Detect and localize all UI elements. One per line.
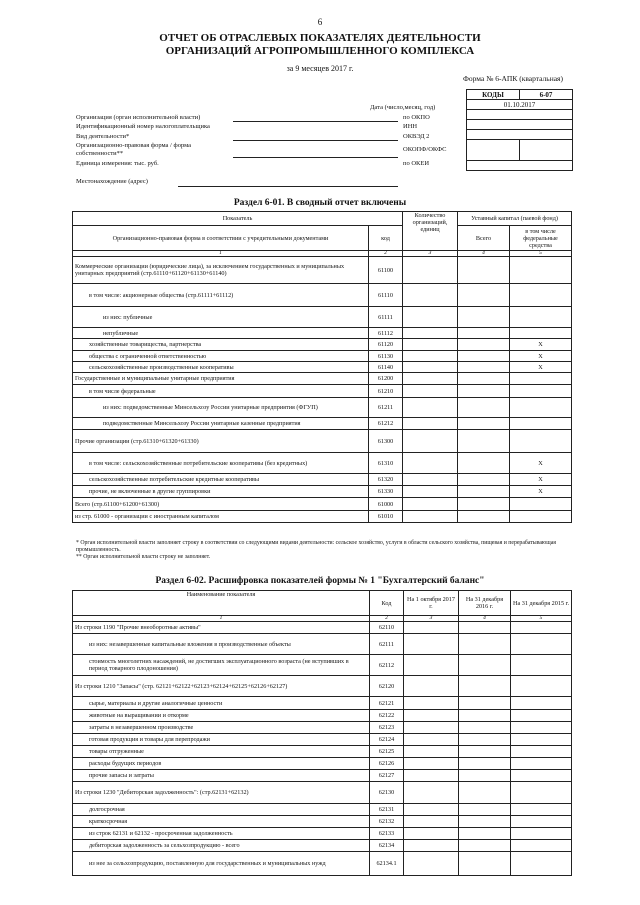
value-cell[interactable] bbox=[404, 770, 459, 782]
header-indicator: Показатель bbox=[73, 212, 403, 226]
value-cell[interactable] bbox=[403, 398, 458, 418]
value-cell[interactable] bbox=[403, 257, 458, 284]
row-code: 61211 bbox=[369, 398, 403, 418]
value-cell[interactable] bbox=[458, 351, 510, 362]
value-cell[interactable] bbox=[404, 840, 459, 852]
row-label: готовая продукция и товары для перепродажи bbox=[73, 734, 370, 746]
value-cell[interactable] bbox=[511, 804, 572, 816]
unit-label: Единица измерения: тыс. руб. bbox=[76, 160, 159, 167]
col-num: 1 bbox=[73, 251, 369, 257]
row-label: сырье, материалы и другие аналогичные ценности bbox=[73, 697, 370, 710]
row-code: 62125 bbox=[370, 746, 404, 758]
row-label: из стр. 61000 - организации с иностранным капиталом bbox=[73, 511, 369, 523]
table-row bbox=[73, 511, 572, 523]
col-num: 1 bbox=[73, 616, 370, 622]
table-row bbox=[73, 373, 572, 385]
okei-label: по ОКЕИ bbox=[403, 160, 430, 167]
table-row bbox=[73, 634, 572, 655]
row-code: 61212 bbox=[369, 418, 403, 430]
table-row bbox=[73, 697, 572, 710]
table-row bbox=[73, 676, 572, 697]
row-code: 61110 bbox=[369, 284, 403, 307]
opf-field[interactable] bbox=[233, 157, 398, 158]
codes-inn-cell bbox=[467, 120, 573, 130]
value-cell[interactable] bbox=[459, 782, 511, 804]
row-code: 61100 bbox=[369, 257, 403, 284]
federal-cell[interactable] bbox=[510, 498, 572, 511]
codes-value: 6-07 bbox=[520, 90, 573, 100]
footnote-1: * Орган исполнительной власти заполняет строку в соответствии со следующими видами деятельности: сельское хозяйство, услуги в области сельского хозяйства, пищевая и перерабатывающая промышленность. bbox=[76, 540, 556, 553]
value-cell[interactable] bbox=[458, 339, 510, 351]
section-601-footnotes bbox=[76, 540, 576, 561]
codes-okved-cell bbox=[467, 130, 573, 140]
footnote-2: ** Орган исполнительной власти строку не заполняет. bbox=[76, 554, 211, 560]
value-cell[interactable] bbox=[459, 710, 511, 722]
federal-cell[interactable] bbox=[510, 284, 572, 307]
value-cell[interactable] bbox=[511, 710, 572, 722]
value-cell[interactable] bbox=[511, 622, 572, 634]
row-code: 61120 bbox=[369, 339, 403, 351]
table-row bbox=[73, 758, 572, 770]
value-cell[interactable] bbox=[458, 385, 510, 398]
codes-date: 01.10.2017 bbox=[467, 100, 573, 110]
row-code: 62131 bbox=[370, 804, 404, 816]
header-quantity bbox=[403, 212, 458, 251]
col-num: 4 bbox=[458, 251, 510, 257]
row-code: 62132 bbox=[370, 816, 404, 828]
value-cell[interactable] bbox=[459, 676, 511, 697]
federal-cell[interactable]: X bbox=[510, 351, 572, 362]
federal-cell[interactable] bbox=[510, 385, 572, 398]
row-label: из них: незавершенные капитальные вложения в производственные объекты bbox=[73, 634, 370, 655]
table-row bbox=[73, 385, 572, 398]
table-row bbox=[73, 307, 572, 328]
table-row bbox=[73, 782, 572, 804]
table-row bbox=[73, 852, 572, 876]
value-cell[interactable] bbox=[403, 511, 458, 523]
col-num: 5 bbox=[511, 616, 572, 622]
okved-label: ОКВЭД 2 bbox=[403, 133, 430, 140]
header-capital: Уставный капитал (паевой фонд) bbox=[458, 212, 572, 226]
value-cell[interactable] bbox=[403, 474, 458, 486]
row-label: прочие запасы и затраты bbox=[73, 770, 370, 782]
value-cell[interactable] bbox=[458, 430, 510, 453]
header-dec-2015: На 31 декабря 2015 г. bbox=[511, 591, 572, 616]
row-code: 62120 bbox=[370, 676, 404, 697]
row-label: Из строки 1190 "Прочие внеоборотные активы" bbox=[73, 622, 370, 634]
value-cell[interactable] bbox=[458, 284, 510, 307]
table-row bbox=[73, 486, 572, 498]
table-row bbox=[73, 816, 572, 828]
value-cell[interactable] bbox=[403, 351, 458, 362]
value-cell[interactable] bbox=[403, 430, 458, 453]
value-cell[interactable] bbox=[404, 804, 459, 816]
codes-box bbox=[466, 89, 573, 171]
section-602-title: Раздел 6-02. Расшифровка показателей формы № 1 "Бухгалтерский баланс" bbox=[155, 576, 485, 586]
title-line-1: ОТЧЕТ ОБ ОТРАСЛЕВЫХ ПОКАЗАТЕЛЯХ ДЕЯТЕЛЬНОСТИ bbox=[159, 32, 481, 44]
row-code: 62126 bbox=[370, 758, 404, 770]
value-cell[interactable] bbox=[459, 697, 511, 710]
value-cell[interactable] bbox=[511, 758, 572, 770]
table-row bbox=[73, 734, 572, 746]
row-code: 62111 bbox=[370, 634, 404, 655]
address-label: Местонахождение (адрес) bbox=[76, 178, 148, 185]
col-num: 2 bbox=[369, 251, 403, 257]
section-601-table bbox=[72, 211, 572, 523]
federal-cell[interactable] bbox=[510, 307, 572, 328]
row-label: Прочие организации (стр.61310+61320+61330) bbox=[73, 430, 369, 453]
header-name: Наименование показателя bbox=[73, 591, 370, 616]
codes-okei-cell bbox=[467, 161, 573, 171]
section-601-title: Раздел 6-01. В сводный отчет включены bbox=[233, 198, 407, 208]
codes-okpo-cell bbox=[467, 110, 573, 120]
table-row bbox=[73, 362, 572, 373]
section-602-table bbox=[72, 590, 572, 876]
value-cell[interactable] bbox=[511, 770, 572, 782]
value-cell[interactable] bbox=[404, 746, 459, 758]
row-label: в том числе федеральные bbox=[73, 385, 369, 398]
value-cell[interactable] bbox=[403, 362, 458, 373]
value-cell[interactable] bbox=[458, 511, 510, 523]
report-title bbox=[0, 32, 640, 58]
table-row bbox=[73, 339, 572, 351]
value-cell[interactable] bbox=[458, 257, 510, 284]
value-cell[interactable] bbox=[511, 782, 572, 804]
federal-cell[interactable] bbox=[510, 257, 572, 284]
value-cell[interactable] bbox=[458, 418, 510, 430]
row-code: 62127 bbox=[370, 770, 404, 782]
row-label: общества с ограниченной ответственностью bbox=[73, 351, 369, 362]
row-code: 61112 bbox=[369, 328, 403, 339]
row-code: 61330 bbox=[369, 486, 403, 498]
row-label: краткосрочная bbox=[73, 816, 370, 828]
table-row bbox=[73, 498, 572, 511]
row-code: 62134 bbox=[370, 840, 404, 852]
row-label: в том числе: сельскохозяйственные потребительские кооперативы (без кредитных) bbox=[73, 453, 369, 474]
value-cell[interactable] bbox=[403, 284, 458, 307]
row-code: 62134.1 bbox=[370, 852, 404, 876]
table-row bbox=[73, 655, 572, 676]
row-code: 62112 bbox=[370, 655, 404, 676]
table-row bbox=[73, 398, 572, 418]
row-code: 61310 bbox=[369, 453, 403, 474]
row-code: 61210 bbox=[369, 385, 403, 398]
value-cell[interactable] bbox=[458, 328, 510, 339]
col-num: 3 bbox=[404, 616, 459, 622]
value-cell[interactable] bbox=[511, 840, 572, 852]
value-cell[interactable] bbox=[458, 453, 510, 474]
value-cell[interactable] bbox=[459, 816, 511, 828]
value-cell[interactable] bbox=[511, 734, 572, 746]
page-number: 6 bbox=[317, 17, 323, 27]
federal-cell[interactable] bbox=[510, 511, 572, 523]
value-cell[interactable] bbox=[403, 307, 458, 328]
header-oct-2017: На 1 октября 2017 г. bbox=[404, 591, 459, 616]
value-cell[interactable] bbox=[511, 634, 572, 655]
value-cell[interactable] bbox=[511, 746, 572, 758]
header-opf: Организационно-правовая форма в соответствии с учредительными документами bbox=[73, 226, 369, 251]
table-row bbox=[73, 804, 572, 816]
value-cell[interactable] bbox=[458, 498, 510, 511]
header-federal: в том числе федеральные средства bbox=[510, 226, 572, 251]
federal-cell[interactable]: X bbox=[510, 362, 572, 373]
federal-cell[interactable] bbox=[510, 418, 572, 430]
row-code: 62133 bbox=[370, 828, 404, 840]
row-label: сельскохозяйственные потребительские кредитные кооперативы bbox=[73, 474, 369, 486]
row-label: Государственные и муниципальные унитарные предприятия bbox=[73, 373, 369, 385]
federal-cell[interactable]: X bbox=[510, 486, 572, 498]
table-row bbox=[73, 746, 572, 758]
table-row bbox=[73, 257, 572, 284]
row-code: 61010 bbox=[369, 511, 403, 523]
table-row bbox=[73, 770, 572, 782]
value-cell[interactable] bbox=[404, 722, 459, 734]
value-cell[interactable] bbox=[511, 816, 572, 828]
federal-cell[interactable]: X bbox=[510, 474, 572, 486]
federal-cell[interactable] bbox=[510, 398, 572, 418]
table-row bbox=[73, 430, 572, 453]
address-field[interactable] bbox=[178, 186, 398, 187]
federal-cell[interactable]: X bbox=[510, 339, 572, 351]
value-cell[interactable] bbox=[511, 655, 572, 676]
col-num: 2 bbox=[370, 616, 404, 622]
header-quantity-unit: единиц bbox=[420, 226, 440, 233]
col-num: 5 bbox=[510, 251, 572, 257]
row-label: сельскохозяйственные производственные кооперативы bbox=[73, 362, 369, 373]
row-label: непубличные bbox=[73, 328, 369, 339]
col-num: 3 bbox=[403, 251, 458, 257]
federal-cell[interactable] bbox=[510, 328, 572, 339]
value-cell[interactable] bbox=[511, 852, 572, 876]
value-cell[interactable] bbox=[459, 804, 511, 816]
value-cell[interactable] bbox=[404, 634, 459, 655]
value-cell[interactable] bbox=[459, 746, 511, 758]
row-label: подведомственные Минсельхозу России унитарные казенные предприятия bbox=[73, 418, 369, 430]
row-code: 62122 bbox=[370, 710, 404, 722]
row-code: 61300 bbox=[369, 430, 403, 453]
opf-label-2: собственности** bbox=[76, 150, 124, 157]
value-cell[interactable] bbox=[459, 840, 511, 852]
value-cell[interactable] bbox=[404, 710, 459, 722]
col-num: 4 bbox=[459, 616, 511, 622]
value-cell[interactable] bbox=[458, 486, 510, 498]
value-cell[interactable] bbox=[459, 758, 511, 770]
row-label: долгосрочная bbox=[73, 804, 370, 816]
value-cell[interactable] bbox=[404, 758, 459, 770]
row-code: 62121 bbox=[370, 697, 404, 710]
value-cell[interactable] bbox=[458, 373, 510, 385]
header-total: Всего bbox=[458, 226, 510, 251]
value-cell[interactable] bbox=[403, 339, 458, 351]
row-code: 61000 bbox=[369, 498, 403, 511]
value-cell[interactable] bbox=[404, 622, 459, 634]
value-cell[interactable] bbox=[403, 418, 458, 430]
value-cell[interactable] bbox=[459, 722, 511, 734]
value-cell[interactable] bbox=[404, 697, 459, 710]
value-cell[interactable] bbox=[403, 486, 458, 498]
value-cell[interactable] bbox=[511, 697, 572, 710]
value-cell[interactable] bbox=[404, 852, 459, 876]
header-quantity-text: Количество организаций, bbox=[412, 212, 448, 226]
row-code: 61320 bbox=[369, 474, 403, 486]
federal-cell[interactable] bbox=[510, 373, 572, 385]
row-label: из нее за сельхозпродукцию, поставленную для государственных и муниципальных нужд bbox=[73, 852, 370, 876]
row-code: 62123 bbox=[370, 722, 404, 734]
row-label: стоимость многолетних насаждений, не достигших эксплуатационного возраста (не вступивших в период товарного плодоношения) bbox=[73, 655, 370, 676]
table-row bbox=[73, 622, 572, 634]
inn-desc-label: Идентификационный номер налогоплательщика bbox=[76, 123, 210, 130]
activity-field[interactable] bbox=[233, 140, 398, 141]
value-cell[interactable] bbox=[403, 328, 458, 339]
value-cell[interactable] bbox=[403, 385, 458, 398]
value-cell[interactable] bbox=[404, 734, 459, 746]
value-cell[interactable] bbox=[459, 734, 511, 746]
row-label: расходы будущих периодов bbox=[73, 758, 370, 770]
value-cell[interactable] bbox=[404, 828, 459, 840]
row-label: Из строки 1210 "Запасы" (стр. 62121+62122+62123+62124+62125+62126+62127) bbox=[73, 676, 370, 697]
value-cell[interactable] bbox=[458, 362, 510, 373]
table-row bbox=[73, 840, 572, 852]
row-code: 61111 bbox=[369, 307, 403, 328]
row-code: 61200 bbox=[369, 373, 403, 385]
value-cell[interactable] bbox=[511, 722, 572, 734]
row-code: 62124 bbox=[370, 734, 404, 746]
row-label: прочие, не включенные в другие группировки bbox=[73, 486, 369, 498]
row-label: животные на выращивании и откорме bbox=[73, 710, 370, 722]
row-label: дебиторская задолженность за сельхозпродукцию - всего bbox=[73, 840, 370, 852]
table-row bbox=[73, 351, 572, 362]
table-row bbox=[73, 284, 572, 307]
org-label: Организация (орган исполнительной власти) bbox=[76, 114, 201, 121]
value-cell[interactable] bbox=[459, 622, 511, 634]
value-cell[interactable] bbox=[459, 852, 511, 876]
value-cell[interactable] bbox=[459, 770, 511, 782]
table-row bbox=[73, 474, 572, 486]
federal-cell[interactable] bbox=[510, 430, 572, 453]
value-cell[interactable] bbox=[403, 373, 458, 385]
row-label: из строк 62131 и 62132 - просроченная задолженность bbox=[73, 828, 370, 840]
inn-label: ИНН bbox=[403, 123, 418, 130]
value-cell[interactable] bbox=[403, 453, 458, 474]
value-cell[interactable] bbox=[511, 828, 572, 840]
row-label: товары отгруженные bbox=[73, 746, 370, 758]
value-cell[interactable] bbox=[404, 655, 459, 676]
codes-okfs-cell bbox=[520, 140, 573, 161]
opf-label-1: Организационно-правовая форма / форма bbox=[76, 142, 192, 149]
activity-label: Вид деятельности* bbox=[76, 133, 130, 140]
codes-okopf-cell bbox=[467, 140, 520, 161]
row-code: 61140 bbox=[369, 362, 403, 373]
row-label: Из строки 1230 "Дебиторская задолженность": (стр.62131+62132) bbox=[73, 782, 370, 804]
codes-label: КОДЫ bbox=[467, 90, 520, 100]
table-row bbox=[73, 710, 572, 722]
table-row bbox=[73, 418, 572, 430]
header-code: Код bbox=[370, 591, 404, 616]
value-cell[interactable] bbox=[459, 634, 511, 655]
org-field[interactable] bbox=[233, 121, 398, 122]
row-label: хозяйственные товарищества, партнерства bbox=[73, 339, 369, 351]
row-label: в том числе: акционерные общества (стр.61111+61112) bbox=[73, 284, 369, 307]
value-cell[interactable] bbox=[458, 398, 510, 418]
value-cell[interactable] bbox=[458, 307, 510, 328]
okopf-label: ОКОПФ/ОКФС bbox=[403, 146, 447, 153]
row-label: Всего (стр.61100+61200+61300) bbox=[73, 498, 369, 511]
form-number: Форма № 6-АПК (квартальная) bbox=[463, 74, 563, 83]
title-line-2: ОРГАНИЗАЦИЙ АГРОПРОМЫШЛЕННОГО КОМПЛЕКСА bbox=[165, 45, 475, 57]
row-label: из них: публичные bbox=[73, 307, 369, 328]
okpo-label: по ОКПО bbox=[403, 114, 430, 121]
value-cell[interactable] bbox=[404, 816, 459, 828]
row-code: 62130 bbox=[370, 782, 404, 804]
report-period: за 9 месяцев 2017 г. bbox=[286, 64, 354, 73]
value-cell[interactable] bbox=[511, 676, 572, 697]
date-label: Дата (число,месяц, год) bbox=[370, 104, 436, 111]
value-cell[interactable] bbox=[403, 498, 458, 511]
table-row bbox=[73, 328, 572, 339]
value-cell[interactable] bbox=[458, 474, 510, 486]
value-cell[interactable] bbox=[459, 655, 511, 676]
header-dec-2016: На 31 декабря 2016 г. bbox=[459, 591, 511, 616]
table-row bbox=[73, 722, 572, 734]
federal-cell[interactable]: X bbox=[510, 453, 572, 474]
value-cell[interactable] bbox=[404, 676, 459, 697]
row-code: 61130 bbox=[369, 351, 403, 362]
table-row bbox=[73, 828, 572, 840]
header-code: код bbox=[369, 226, 403, 251]
row-code: 62110 bbox=[370, 622, 404, 634]
value-cell[interactable] bbox=[404, 782, 459, 804]
table-row bbox=[73, 453, 572, 474]
row-label: затраты в незавершенном производстве bbox=[73, 722, 370, 734]
row-label: из них: подведомственные Минсельхозу России унитарные предприятия (ФГУП) bbox=[73, 398, 369, 418]
value-cell[interactable] bbox=[459, 828, 511, 840]
row-label: Коммерческие организации (юридические лица), за исключением государственных и муниципальных унитарных предприятий (стр.61110+61120+61130+61140) bbox=[73, 257, 369, 284]
